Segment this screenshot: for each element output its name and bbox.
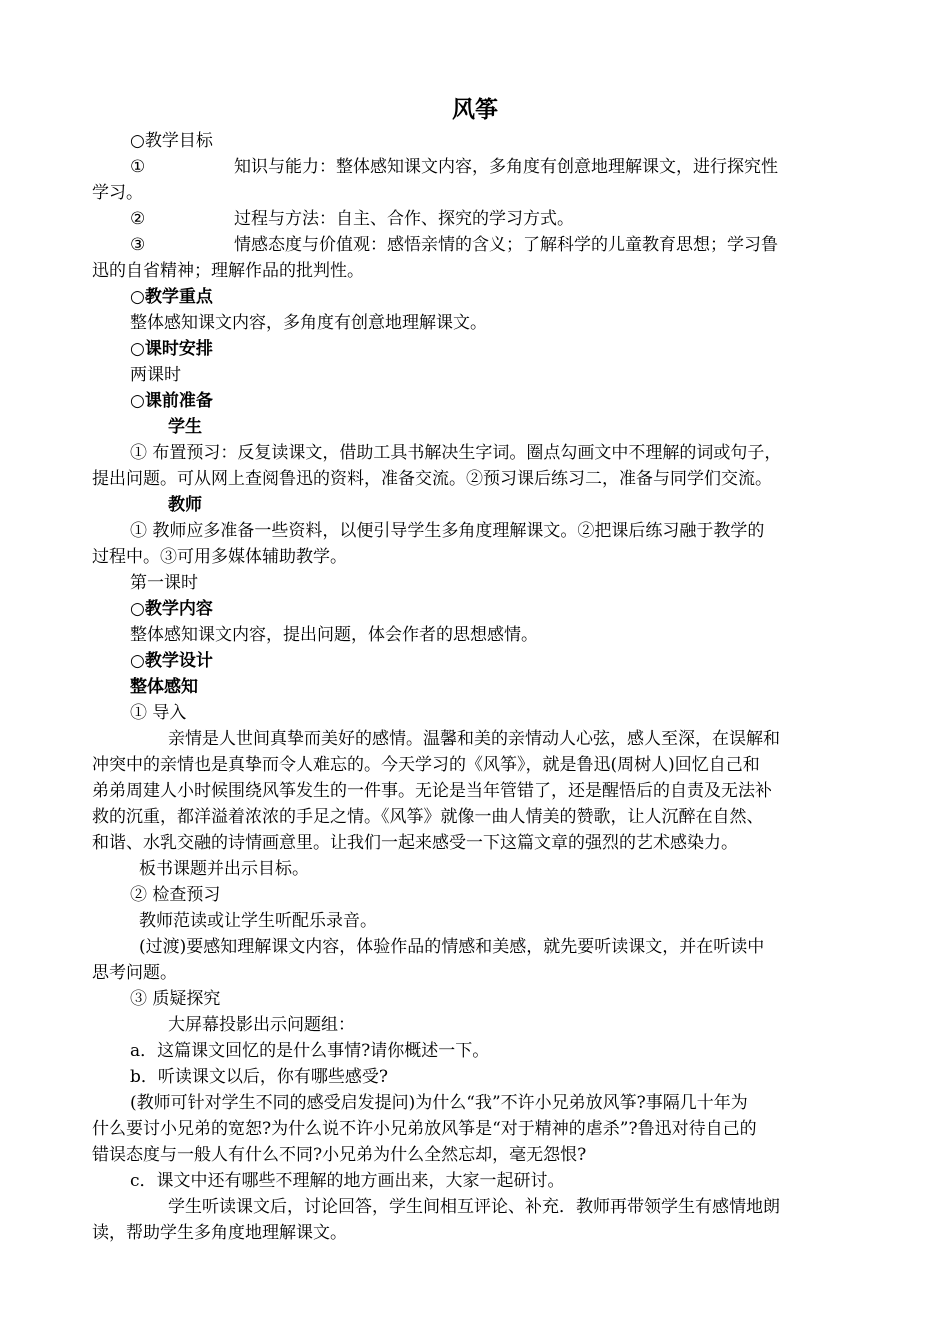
prep-heading: ○课前准备 — [130, 391, 213, 411]
screen-text: 大屏幕投影出示问题组： — [168, 1015, 355, 1035]
hint-line: 什么要讨小兄弟的宽恕?为什么说不许小兄弟放风筝是“对于精神的虐杀”?鲁迅对待自己的 — [92, 1119, 757, 1139]
objective-continuation: 学习。 — [92, 183, 143, 203]
focus-heading: ○教学重点 — [130, 287, 213, 307]
page-title: 风筝 — [452, 97, 498, 123]
intro-paragraph-line: 和谐、水乳交融的诗情画意里。让我们一起来感受一下这篇文章的强烈的艺术感染力。 — [92, 833, 738, 853]
transition-text-cont: 思考问题。 — [92, 963, 177, 983]
prep-teacher-label: 教师 — [168, 495, 202, 515]
hint-line: (教师可针对学生不同的感受启发提问)为什么“我”不许小兄弟放风筝?事隔几十年为 — [130, 1093, 748, 1113]
objectives-heading: ○教学目标 — [130, 131, 213, 151]
check-text: 教师范读或让学生听配乐录音。 — [139, 911, 377, 931]
prep-teacher-text: ① 教师应多准备一些资料，以便引导学生多角度理解课文。②把课后练习融于教学的 — [130, 521, 765, 541]
objective-number: ① — [130, 157, 146, 177]
objective-text: 知识与能力：整体感知课文内容，多角度有创意地理解课文，进行探究性 — [234, 157, 778, 177]
intro-paragraph-line: 弟弟周建人小时候围绕风筝发生的一件事。无论是当年管错了，还是醒悟后的自责及无法补 — [92, 781, 772, 801]
objective-text: 情感态度与价值观：感悟亲情的含义；了解科学的儿童教育思想；学习鲁 — [234, 235, 778, 255]
check-label: ② 检查预习 — [130, 885, 221, 905]
intro-paragraph-line: 救的沉重，都洋溢着浓浓的手足之情。《风筝》就像一曲人情美的赞歌，让人沉醉在自然、 — [92, 807, 764, 827]
prep-student-label: 学生 — [168, 417, 202, 437]
intro-label: ① 导入 — [130, 703, 187, 723]
lesson-one-label: 第一课时 — [130, 573, 198, 593]
prep-teacher-text-cont: 过程中。③可用多媒体辅助教学。 — [92, 547, 347, 567]
objective-text: 过程与方法：自主、合作、探究的学习方式。 — [234, 209, 574, 229]
objective-item-2 — [92, 206, 858, 232]
design-subheading: 整体感知 — [130, 677, 198, 697]
design-heading: ○教学设计 — [130, 651, 213, 671]
question-a: a．这篇课文回忆的是什么事情?请你概述一下。 — [130, 1041, 490, 1061]
objective-item-3 — [92, 232, 858, 258]
transition-text: (过渡)要感知理解课文内容，体验作品的情感和美感，就先要听读课文，并在听读中 — [139, 937, 765, 957]
prep-student-text-cont: 提出问题。可从网上查阅鲁迅的资料，准备交流。②预习课后练习二，准备与同学们交流。 — [92, 469, 772, 489]
question-b: b．听读课文以后，你有哪些感受? — [130, 1067, 388, 1087]
question-c: c．课文中还有哪些不理解的地方画出来，大家一起研讨。 — [130, 1171, 565, 1191]
board-note: 板书课题并出示目标。 — [139, 859, 309, 879]
hint-line: 错误态度与一般人有什么不同?小兄弟为什么全然忘却，毫无怨恨? — [92, 1145, 587, 1165]
focus-text: 整体感知课文内容，多角度有创意地理解课文。 — [130, 313, 487, 333]
schedule-text: 两课时 — [130, 365, 181, 385]
objective-number: ③ — [130, 235, 146, 255]
prep-student-text: ① 布置预习：反复读课文，借助工具书解决生字词。圈点勾画文中不理解的词或句子， — [130, 443, 782, 463]
content-text: 整体感知课文内容，提出问题，体会作者的思想感情。 — [130, 625, 538, 645]
content-heading: ○教学内容 — [130, 599, 213, 619]
objective-number: ② — [130, 209, 146, 229]
closing-text: 学生听读课文后，讨论回答，学生间相互评论、补充．教师再带领学生有感情地朗 — [168, 1197, 780, 1217]
objective-continuation: 迅的自省精神；理解作品的批判性。 — [92, 261, 364, 281]
schedule-heading: ○课时安排 — [130, 339, 213, 359]
intro-paragraph-line: 亲情是人世间真挚而美好的感情。温馨和美的亲情动人心弦，感人至深，在误解和 — [168, 729, 780, 749]
inquiry-label: ③ 质疑探究 — [130, 989, 221, 1009]
intro-paragraph-line: 冲突中的亲情也是真挚而令人难忘的。今天学习的《风筝》，就是鲁迅(周树人)回忆自己和 — [92, 755, 760, 775]
objective-item-1 — [92, 154, 858, 180]
closing-text-cont: 读，帮助学生多角度地理解课文。 — [92, 1223, 347, 1243]
